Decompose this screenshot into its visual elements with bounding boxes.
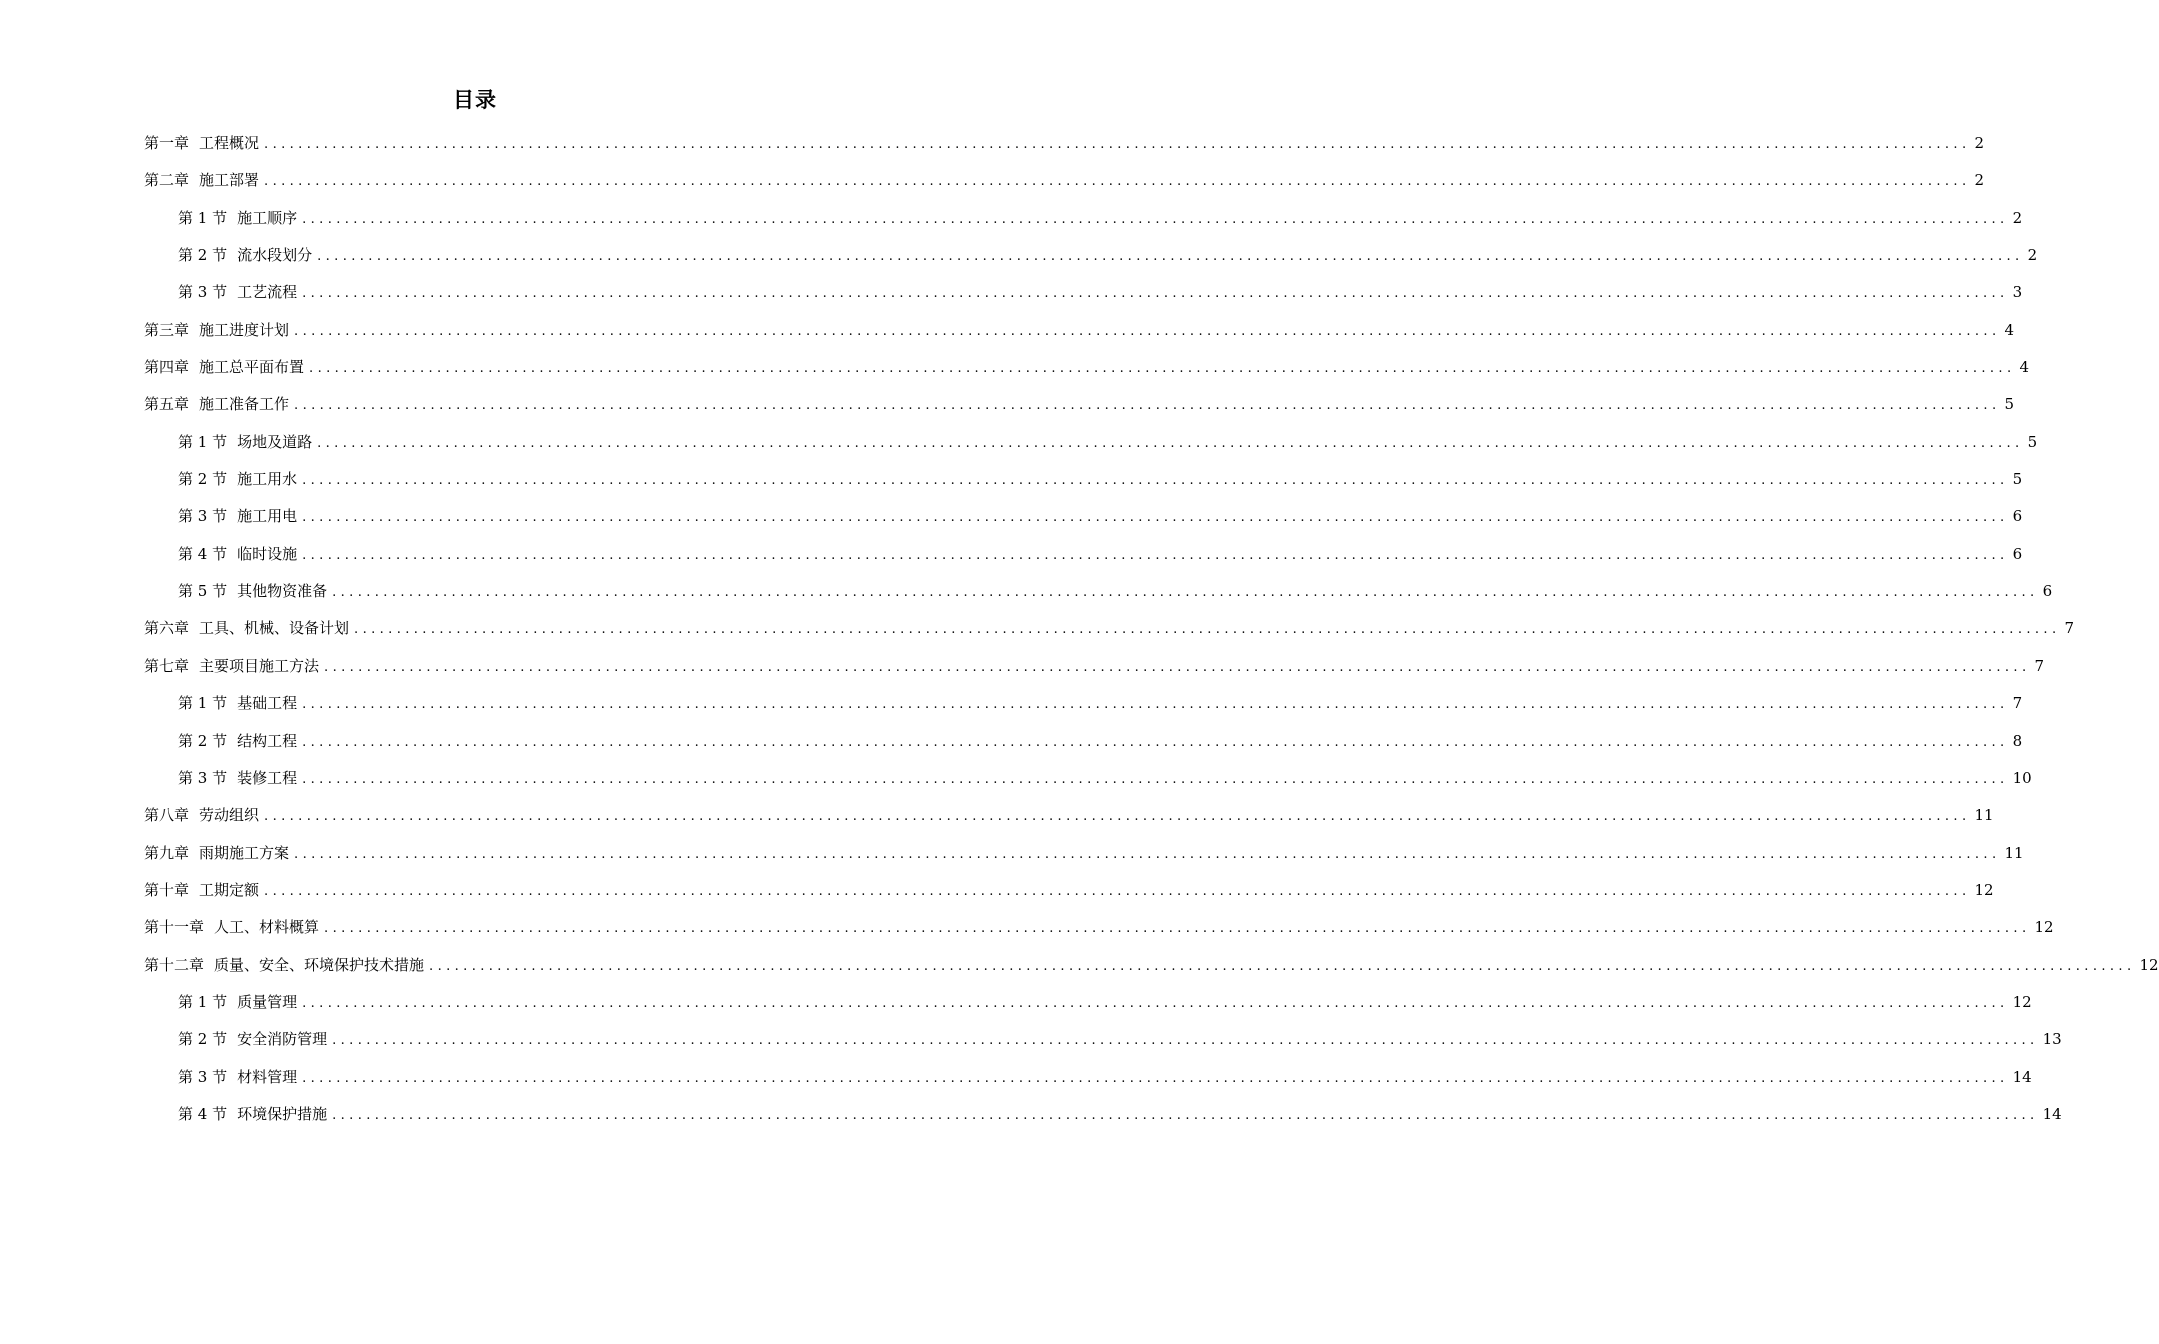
toc-entry-text: 流水段划分	[237, 246, 313, 265]
toc-dot-leader: ........................................................................................................................................................................................................	[324, 659, 2031, 675]
toc-entry-label	[178, 536, 297, 573]
toc-entry-label	[144, 797, 259, 834]
toc-page-number: 2	[1974, 171, 1985, 190]
toc-entry-label	[144, 872, 259, 909]
toc-dot-leader: ........................................................................................................................................................................................................	[302, 473, 2009, 489]
toc-dot-leader: ........................................................................................................................................................................................................	[429, 958, 2136, 974]
toc-entry-number: 第二章	[144, 171, 190, 190]
toc-dot-leader: ........................................................................................................................................................................................................	[324, 921, 2031, 937]
toc-section-entry[interactable]	[144, 1059, 2032, 1096]
toc-entry-number: 第 1 节	[178, 992, 228, 1011]
toc-entry-text: 人工、材料概算	[214, 918, 320, 937]
toc-entry-text: 工期定额	[199, 880, 260, 899]
toc-dot-leader: ........................................................................................................................................................................................................	[294, 398, 2001, 414]
toc-entry-text: 临时设施	[237, 544, 298, 563]
toc-entry-text: 装修工程	[237, 768, 298, 787]
toc-dot-leader: ........................................................................................................................................................................................................	[317, 435, 2024, 451]
toc-entry-number: 第四章	[144, 358, 190, 377]
toc-dot-leader: ........................................................................................................................................................................................................	[302, 1070, 2009, 1086]
toc-entry-number: 第六章	[144, 619, 190, 638]
toc-entry-text: 结构工程	[237, 731, 298, 750]
toc-entry-label	[178, 424, 312, 461]
toc-section-entry[interactable]	[144, 498, 2023, 535]
toc-entry-label	[144, 162, 259, 199]
toc-page-number: 12	[2034, 918, 2054, 937]
toc-entry-label	[178, 1096, 327, 1133]
toc-entry-label	[144, 125, 259, 162]
toc-page-number: 6	[2012, 544, 2023, 563]
toc-page-number: 7	[2064, 619, 2075, 638]
toc-entry-label	[144, 312, 289, 349]
toc-dot-leader: ........................................................................................................................................................................................................	[264, 137, 1971, 152]
toc-dot-leader: ........................................................................................................................................................................................................	[302, 995, 2009, 1011]
toc-chapter-entry[interactable]	[144, 162, 1985, 199]
toc-section-entry[interactable]	[144, 424, 2038, 461]
toc-section-entry[interactable]	[144, 723, 2023, 760]
toc-section-entry[interactable]	[144, 461, 2023, 498]
toc-section-entry[interactable]	[144, 760, 2032, 797]
toc-entry-number: 第十章	[144, 880, 190, 899]
toc-entry-label	[144, 835, 289, 872]
toc-chapter-entry[interactable]	[144, 835, 2024, 872]
toc-entry-text: 质量管理	[237, 992, 298, 1011]
toc-page-number: 10	[2012, 768, 2032, 787]
toc-entry-text: 雨期施工方案	[199, 843, 290, 862]
toc-entry-number: 第三章	[144, 320, 190, 339]
toc-entry-text: 工程概况	[199, 134, 260, 152]
toc-entry-label	[178, 723, 297, 760]
toc-entry-label	[178, 685, 297, 722]
toc-entry-label	[178, 498, 297, 535]
toc-entry-text: 施工顺序	[237, 208, 298, 227]
toc-dot-leader: ........................................................................................................................................................................................................	[264, 174, 1971, 190]
toc-page-number: 7	[2012, 694, 2023, 713]
toc-dot-leader: ........................................................................................................................................................................................................	[309, 361, 2016, 377]
toc-page-number: 14	[2012, 1067, 2032, 1086]
toc-page-number: 11	[1974, 806, 1994, 825]
toc-page-number: 11	[2004, 843, 2024, 862]
toc-page-number: 12	[1974, 880, 1994, 899]
toc-entry-label	[178, 760, 297, 797]
toc-dot-leader: ........................................................................................................................................................................................................	[302, 697, 2009, 713]
toc-dot-leader: ........................................................................................................................................................................................................	[294, 323, 2001, 339]
toc-page-number: 3	[2012, 283, 2023, 302]
toc-entry-number: 第 3 节	[178, 283, 228, 302]
toc-section-entry[interactable]	[144, 685, 2023, 722]
toc-page-number: 2	[2027, 246, 2038, 265]
toc-page-number: 4	[2019, 358, 2030, 377]
toc-entry-label	[178, 1021, 327, 1058]
toc-entry-number: 第 3 节	[178, 507, 228, 526]
toc-dot-leader: ........................................................................................................................................................................................................	[302, 734, 2009, 750]
toc-entry-number: 第八章	[144, 806, 190, 825]
toc-entry-text: 环境保护措施	[237, 1104, 328, 1123]
toc-section-entry[interactable]	[144, 1021, 2062, 1058]
toc-page-number: 8	[2012, 731, 2023, 750]
toc-entry-text: 施工总平面布置	[199, 358, 305, 377]
toc-entry-label	[178, 984, 297, 1021]
toc-page-number: 7	[2034, 656, 2045, 675]
toc-entry-text: 施工进度计划	[199, 320, 290, 339]
toc-dot-leader: ........................................................................................................................................................................................................	[302, 510, 2009, 526]
toc-section-entry[interactable]	[144, 1096, 2062, 1133]
toc-entry-text: 场地及道路	[237, 432, 313, 451]
toc-section-entry[interactable]	[144, 274, 2023, 311]
toc-page-number: 2	[1974, 134, 1985, 152]
toc-chapter-entry[interactable]	[144, 349, 2030, 386]
toc-entry-label	[144, 909, 319, 946]
toc-page-number: 14	[2042, 1104, 2062, 1123]
page-title: 目录	[453, 88, 497, 112]
toc-entry-text: 其他物资准备	[237, 582, 328, 601]
toc-entry-number: 第 2 节	[178, 246, 228, 265]
toc-entry-number: 第 4 节	[178, 1104, 228, 1123]
toc-entry-label	[178, 274, 297, 311]
toc-entry-text: 施工部署	[199, 171, 260, 190]
toc-chapter-entry[interactable]	[144, 312, 2015, 349]
toc-chapter-entry[interactable]	[144, 947, 2159, 984]
toc-dot-leader: ........................................................................................................................................................................................................	[264, 809, 1971, 825]
toc-entry-label	[144, 947, 424, 984]
toc-entry-label	[144, 349, 304, 386]
toc-entry-text: 施工用电	[237, 507, 298, 526]
toc-dot-leader: ........................................................................................................................................................................................................	[332, 1107, 2039, 1123]
toc-page-number: 5	[2027, 432, 2038, 451]
toc-entry-number: 第 2 节	[178, 731, 228, 750]
toc-section-entry[interactable]	[144, 984, 2032, 1021]
toc-section-entry[interactable]	[144, 200, 2023, 237]
toc-entry-number: 第一章	[144, 134, 190, 152]
toc-entry-number: 第五章	[144, 395, 190, 414]
toc-chapter-entry[interactable]	[144, 610, 2075, 647]
toc-chapter-entry[interactable]	[144, 909, 2054, 946]
toc-dot-leader: ........................................................................................................................................................................................................	[294, 846, 2001, 862]
toc-page-number: 4	[2004, 320, 2015, 339]
toc-dot-leader: ........................................................................................................................................................................................................	[332, 585, 2039, 601]
toc-entry-number: 第 5 节	[178, 582, 228, 601]
toc-entry-label	[144, 648, 319, 685]
toc-entry-number: 第 3 节	[178, 768, 228, 787]
toc-entry-number: 第七章	[144, 656, 190, 675]
toc-entry-text: 安全消防管理	[237, 1030, 328, 1049]
toc-dot-leader: ........................................................................................................................................................................................................	[302, 211, 2009, 227]
toc-page-number: 12	[2012, 992, 2032, 1011]
toc-page-number: 13	[2042, 1030, 2062, 1049]
toc-chapter-entry[interactable]	[144, 648, 2045, 685]
toc-entry-text: 质量、安全、环境保护技术措施	[214, 955, 425, 974]
toc-entry-text: 劳动组织	[199, 806, 260, 825]
toc-entry-text: 主要项目施工方法	[199, 656, 320, 675]
toc-entry-number: 第十一章	[144, 918, 205, 937]
toc-entry-text: 施工用水	[237, 470, 298, 489]
toc-entry-text: 基础工程	[237, 694, 298, 713]
toc-entry-number: 第 2 节	[178, 470, 228, 489]
toc-entry-number: 第 1 节	[178, 694, 228, 713]
toc-entry-label	[178, 461, 297, 498]
toc-section-entry[interactable]	[144, 237, 2038, 274]
toc-dot-leader: ........................................................................................................................................................................................................	[332, 1033, 2039, 1049]
toc-entry-label	[178, 1059, 297, 1096]
toc-entry-label	[144, 610, 349, 647]
toc-entry-number: 第十二章	[144, 955, 205, 974]
table-of-contents	[144, 125, 2159, 1133]
toc-entry-text: 工具、机械、设备计划	[199, 619, 350, 638]
toc-entry-text: 工艺流程	[237, 283, 298, 302]
toc-page-number: 12	[2139, 955, 2159, 974]
toc-page-number: 5	[2012, 470, 2023, 489]
toc-dot-leader: ........................................................................................................................................................................................................	[302, 286, 2009, 302]
toc-chapter-entry[interactable]	[144, 872, 1994, 909]
toc-entry-number: 第 1 节	[178, 432, 228, 451]
toc-dot-leader: ........................................................................................................................................................................................................	[302, 547, 2009, 563]
toc-section-entry[interactable]	[144, 536, 2023, 573]
toc-entry-number: 第 4 节	[178, 544, 228, 563]
toc-dot-leader: ........................................................................................................................................................................................................	[354, 622, 2061, 638]
toc-entry-number: 第九章	[144, 843, 190, 862]
toc-chapter-entry[interactable]	[144, 386, 2015, 423]
toc-page-number: 5	[2004, 395, 2015, 414]
toc-entry-text: 施工准备工作	[199, 395, 290, 414]
toc-entry-label	[178, 200, 297, 237]
toc-entry-text: 材料管理	[237, 1067, 298, 1086]
toc-entry-number: 第 2 节	[178, 1030, 228, 1049]
toc-entry-number: 第 3 节	[178, 1067, 228, 1086]
toc-section-entry[interactable]	[144, 573, 2053, 610]
toc-dot-leader: ........................................................................................................................................................................................................	[302, 771, 2009, 787]
toc-page-number: 6	[2012, 507, 2023, 526]
toc-dot-leader: ........................................................................................................................................................................................................	[264, 883, 1971, 899]
toc-chapter-entry[interactable]	[144, 125, 1985, 162]
toc-dot-leader: ........................................................................................................................................................................................................	[317, 249, 2024, 265]
toc-entry-label	[178, 573, 327, 610]
toc-page-number: 2	[2012, 208, 2023, 227]
toc-entry-label	[144, 386, 289, 423]
toc-page-number: 6	[2042, 582, 2053, 601]
toc-entry-number: 第 1 节	[178, 208, 228, 227]
toc-chapter-entry[interactable]	[144, 797, 1994, 834]
toc-entry-label	[178, 237, 312, 274]
